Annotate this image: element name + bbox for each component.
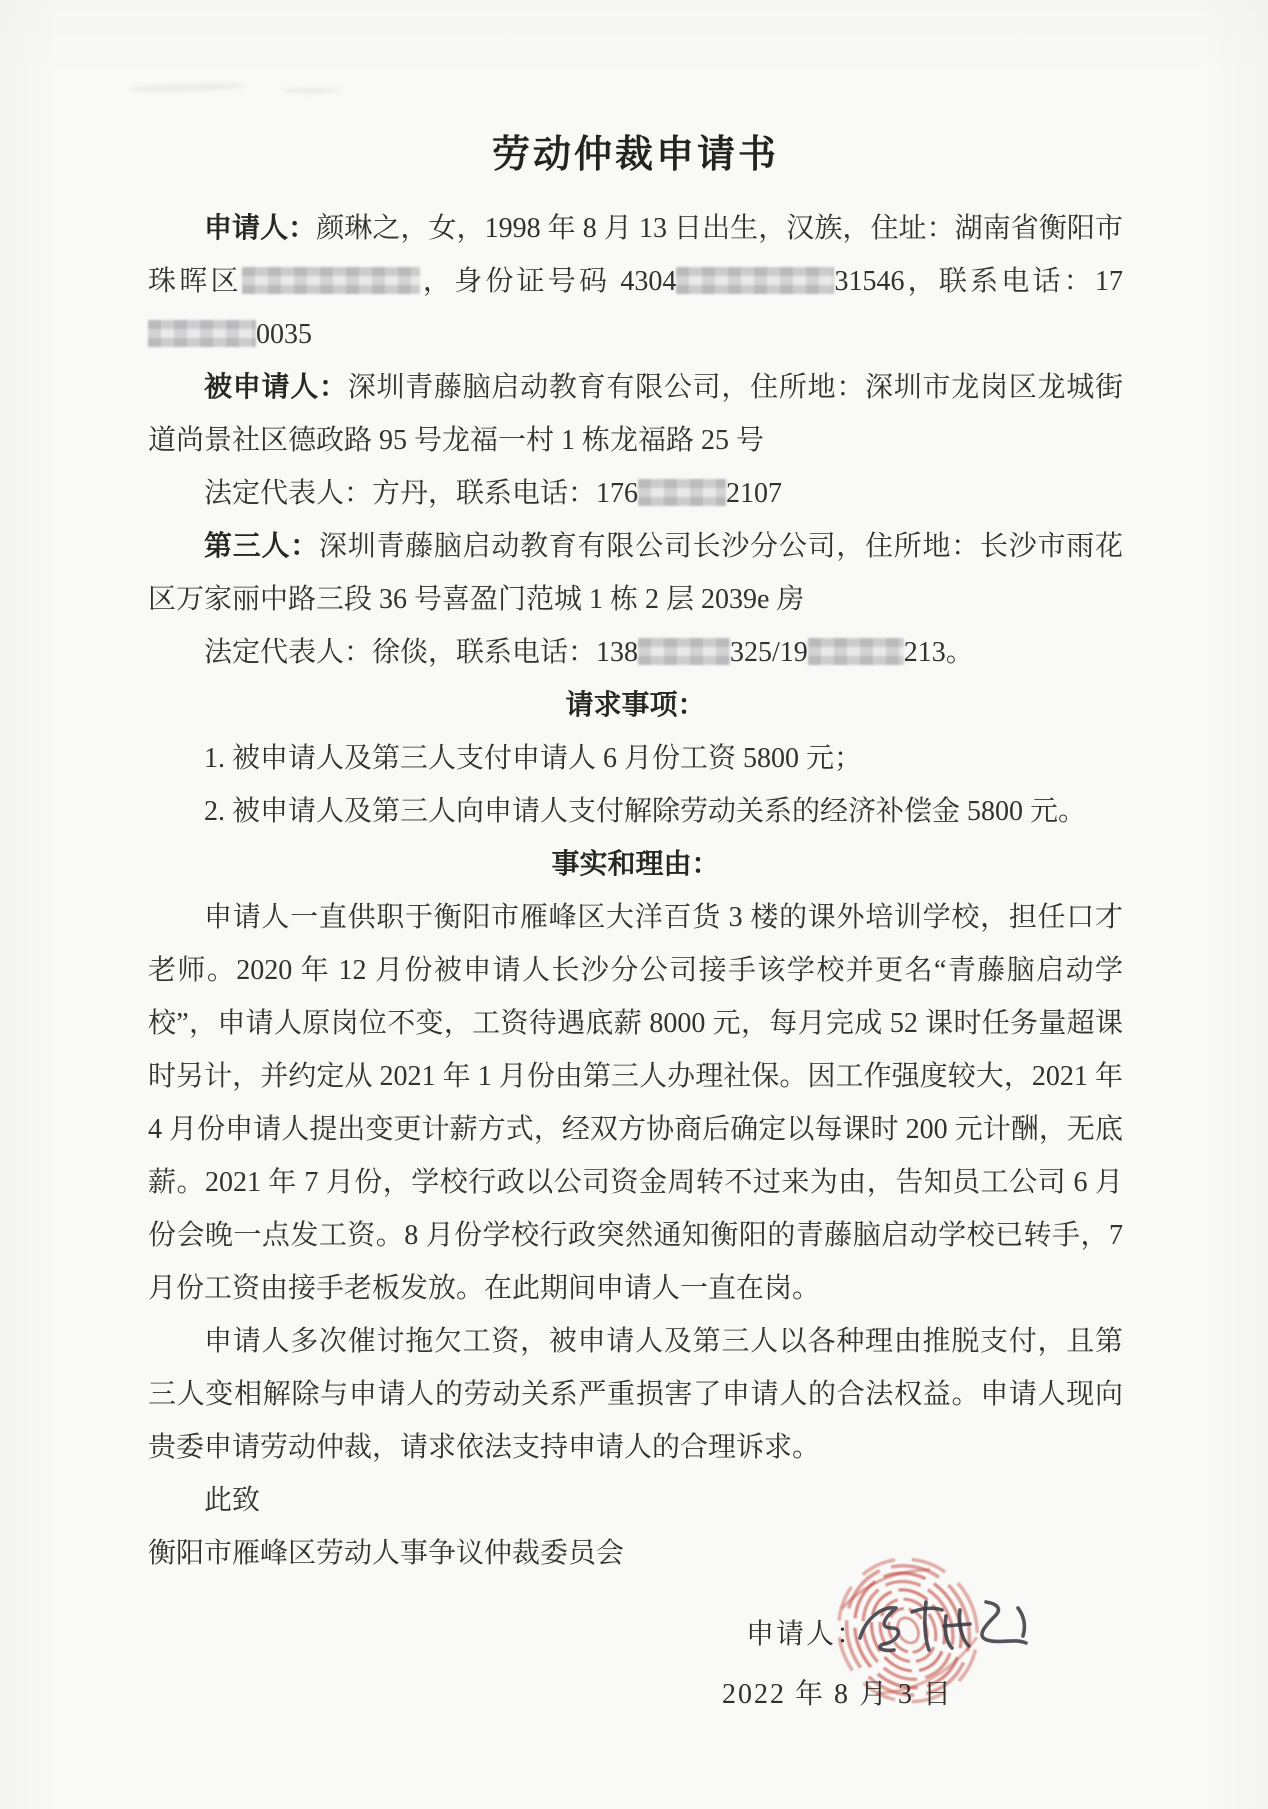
redaction-blur bbox=[148, 320, 256, 347]
facts-paragraph-2 bbox=[148, 1315, 1123, 1474]
closing-salutation bbox=[148, 1474, 1123, 1527]
text-run: 2107 bbox=[726, 478, 783, 509]
date-line: 2022 年 8 月 3 日 bbox=[722, 1679, 954, 1710]
applicant-paragraph bbox=[148, 202, 1123, 361]
text-run: 此致 bbox=[204, 1485, 261, 1516]
text-run: ，身份证号码 4304 bbox=[419, 266, 677, 297]
text-run: 325/19 bbox=[730, 637, 808, 668]
respondent-paragraph bbox=[148, 361, 1123, 467]
request-item-1 bbox=[148, 732, 1123, 785]
text-run: 衡阳市雁峰区劳动人事争议仲裁委员会 bbox=[148, 1538, 625, 1569]
text-run: 2. 被申请人及第三人向申请人支付解除劳动关系的经济补偿金 5800 元。 bbox=[204, 796, 1087, 827]
document-body bbox=[148, 202, 1123, 1580]
text-run: 深圳青藤脑启动教育有限公司长沙分公司，住所地：长沙市雨花区万家丽中路三段 36 号喜盈门范城 1 栋 2 层 2039e 房 bbox=[148, 531, 1123, 615]
signature-area bbox=[148, 1580, 1123, 1780]
text-run: 1. 被申请人及第三人支付申请人 6 月份工资 5800 元； bbox=[204, 743, 863, 774]
facts-heading: 事实和理由： bbox=[551, 849, 720, 880]
facts-paragraph-1 bbox=[148, 891, 1123, 1315]
redaction-blur bbox=[676, 267, 834, 294]
page-title: 劳动仲裁申请书 bbox=[491, 134, 779, 176]
redaction-blur bbox=[638, 638, 730, 665]
text-run: 颜琳之，女，1998 年 8 月 13 日出生，汉族，住址：湖南省衡阳市珠晖区 bbox=[148, 213, 1123, 297]
text-run: 深圳青藤脑启动教育有限公司，住所地：深圳市龙岗区龙城街道尚景社区德政路 95 号龙福一村 1 栋龙福路 25 号 bbox=[148, 372, 1123, 456]
party-label: 第三人： bbox=[204, 531, 319, 562]
party-label: 被申请人： bbox=[204, 372, 348, 403]
text-run: 申请人一直供职于衡阳市雁峰区大洋百货 3 楼的课外培训学校，担任口才老师。2020 年 12 月份被申请人长沙分公司接手该学校并更名“青藤脑启动学校”，申请人原岗位不变，工资待遇底薪 8000 元，每月完成 52 课时任务量超课时另计，并约定从 2021 年 1 月份由第三人办理社保。因工作强度较大，2021 年 4 月份申请人提出变更计薪方式，经双方协商后确定以每课时 200 元计酬，无底薪。2021 年 7 月份，学校行政以公司资金周转不过来为由，告知员工公司 6 月份会晚一点发工资。8 月份学校行政突然通知衡阳的青藤脑启动学校已转手，7 月份工资由接手老板发放。在此期间申请人一直在岗。 bbox=[148, 902, 1123, 1304]
signature-label: 申请人： bbox=[746, 1619, 867, 1650]
respondent-legal-rep-paragraph bbox=[148, 467, 1123, 520]
request-item-2 bbox=[148, 785, 1123, 838]
document-content bbox=[148, 126, 1123, 1780]
party-label: 申请人： bbox=[204, 213, 317, 244]
scan-smudge bbox=[280, 88, 340, 93]
third-party-legal-rep-paragraph bbox=[148, 626, 1123, 679]
redaction-blur bbox=[242, 267, 420, 294]
text-run: 0035 bbox=[256, 319, 312, 350]
scan-smudge bbox=[128, 82, 248, 93]
text-run: 213。 bbox=[903, 637, 974, 668]
text-run: 申请人多次催讨拖欠工资，被申请人及第三人以各种理由推脱支付，且第三人变相解除与申请人的劳动关系严重损害了申请人的合法权益。申请人现向贵委申请劳动仲裁，请求依法支持申请人的合理诉求。 bbox=[148, 1326, 1123, 1463]
text-run: 法定代表人：徐倓，联系电话：138 bbox=[204, 637, 639, 668]
text-run: 31546，联系电话：17 bbox=[834, 266, 1123, 297]
redaction-blur bbox=[638, 479, 726, 506]
third-party-paragraph bbox=[148, 520, 1123, 626]
requests-heading: 请求事项： bbox=[565, 690, 706, 721]
text-run: 法定代表人：方丹，联系电话：176 bbox=[204, 478, 639, 509]
redaction-blur bbox=[808, 638, 904, 665]
handwritten-signature bbox=[848, 1586, 1058, 1670]
